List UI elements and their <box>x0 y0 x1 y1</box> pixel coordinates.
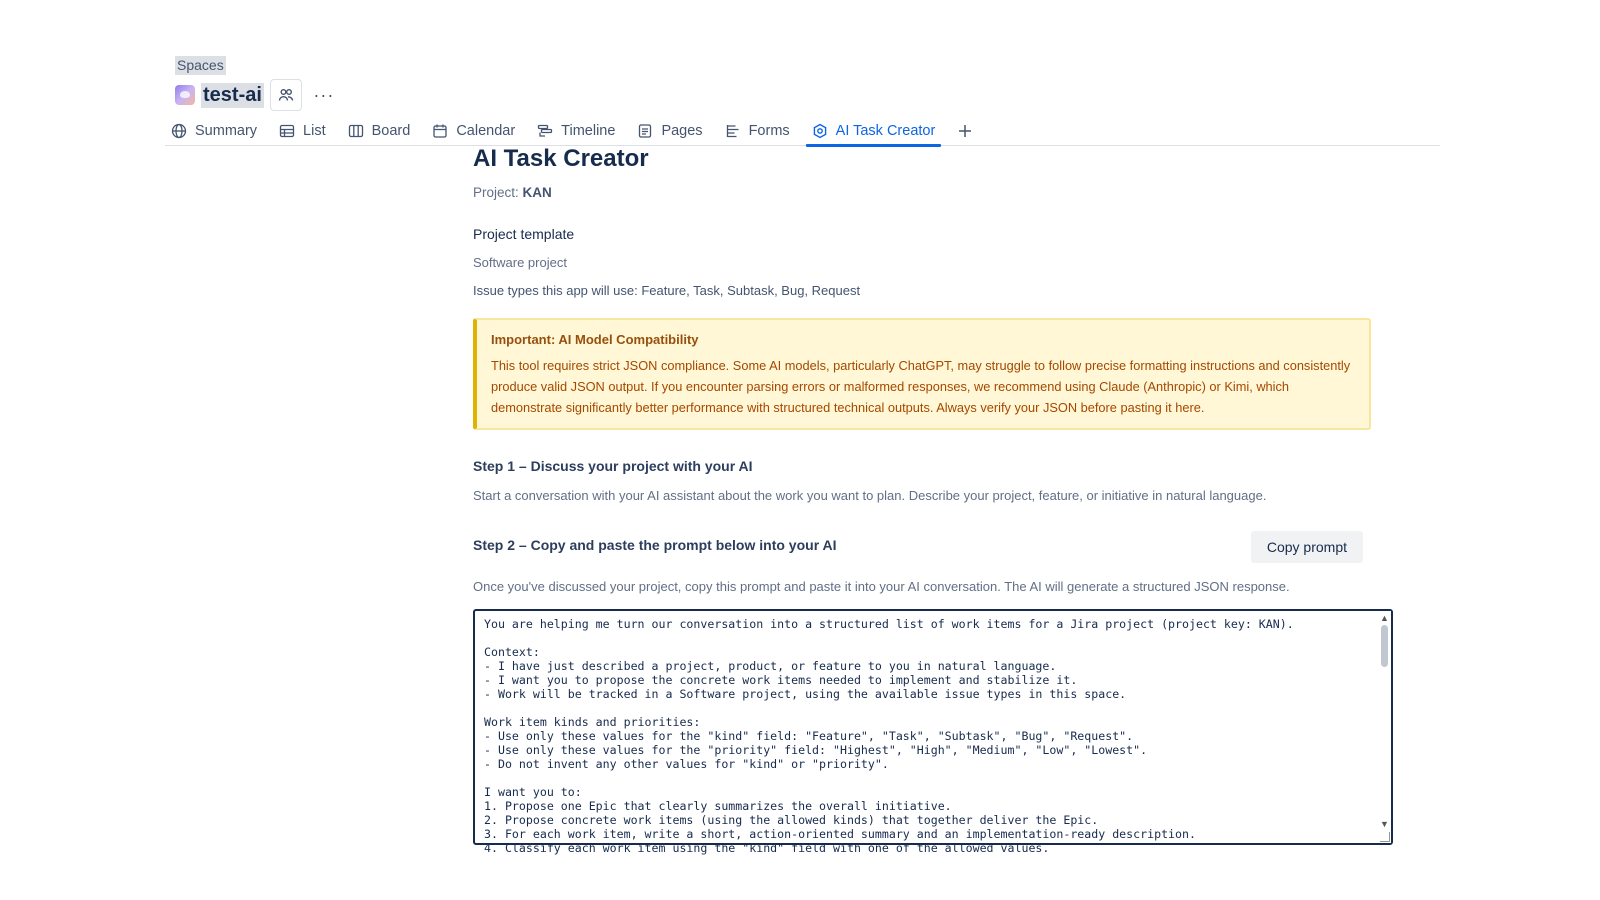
scroll-down-icon[interactable]: ▼ <box>1380 819 1389 829</box>
tab-label: Timeline <box>561 123 616 139</box>
timeline-icon <box>537 123 553 139</box>
space-avatar <box>175 85 195 105</box>
tab-label: Board <box>371 123 411 139</box>
compatibility-warning <box>473 318 1371 430</box>
more-actions-button[interactable] <box>308 79 340 111</box>
tab-label: Calendar <box>456 123 516 139</box>
list-icon <box>279 123 295 139</box>
project-line <box>473 185 1393 200</box>
tab-label: List <box>303 123 326 139</box>
step1-title: Step 1 – Discuss your project with your AI <box>473 458 753 474</box>
step2-title: Step 2 – Copy and paste the prompt below into your AI <box>473 537 837 553</box>
page-title: AI Task Creator <box>473 145 649 172</box>
step1-desc: Start a conversation with your AI assistant about the work you want to plan. Describe your project, feature, or initiative in natural language. <box>473 488 1267 503</box>
tab-summary[interactable] <box>165 116 263 146</box>
prompt-textarea[interactable] <box>473 609 1393 855</box>
warning-title: Important: AI Model Compatibility <box>491 332 699 347</box>
more-icon: ··· <box>313 84 335 105</box>
prompt-text[interactable]: You are helping me turn our conversation into a structured list of work items for a Jira project (project key: KAN). Context: - I have just described a project, product, or feature to you in natural language. - I want you to propose the concrete work items needed to implement and stabilize it. - Work will be tracked in a Software project, using the available issue types in this space. Work item kinds and priorities: - Use only these values for the "kind" field: "Feature", "Task", "Subtask", "Bug", "Request". - Use only these values for the "priority" field: "Highest", "High", "Medium", "Low", "Lowest". - Do not invent any other values for "kind" or "priority". I want you to: 1. Propose one Epic that clearly summarizes the overall initiative. 2. Propose concrete work items (using the allowed kinds) that together deliver the Epic. 3. For each work item, write a short, action-oriented summary and an implementation-ready description. 4. Classify each work item using the "kind" field with one of the allowed values. <box>484 617 1294 855</box>
step2-desc: Once you've discussed your project, copy this prompt and paste it into your AI conversation. The AI will generate a structured JSON response. <box>473 579 1290 594</box>
copy-prompt-button[interactable]: Copy prompt <box>1251 531 1363 563</box>
template-heading: Project template <box>473 226 575 242</box>
scroll-up-icon[interactable]: ▲ <box>1380 613 1389 623</box>
app-icon <box>812 123 828 139</box>
tab-list[interactable] <box>273 116 332 146</box>
space-name[interactable]: test-ai <box>203 83 262 106</box>
scroll-thumb[interactable] <box>1381 625 1388 667</box>
calendar-icon <box>432 123 448 139</box>
tab-label: Pages <box>661 123 703 139</box>
main-content <box>473 140 1393 855</box>
tab-label: AI Task Creator <box>835 123 936 139</box>
pages-icon <box>637 123 653 139</box>
board-icon <box>348 123 364 139</box>
project-label: Project: <box>473 185 519 200</box>
plus-icon <box>957 123 973 139</box>
project-key: KAN <box>522 185 552 200</box>
step2-header <box>473 537 1393 571</box>
tab-board[interactable] <box>342 116 417 146</box>
issue-types-text: Issue types this app will use: Feature, Task, Subtask, Bug, Request <box>473 283 861 298</box>
space-members-button[interactable] <box>270 79 302 111</box>
template-value: Software project <box>473 255 567 270</box>
warning-text: This tool requires strict JSON compliance. Some AI models, particularly ChatGPT, may struggle to follow precise formatting instructions and consistently produce valid JSON output. If you encounter parsing errors or malformed responses, we recommend using Claude (Anthropic) or Kimi, which demonstrate significantly better performance with structured technical outputs. Always verify your JSON before pasting it here. <box>491 358 1351 415</box>
forms-icon <box>725 123 741 139</box>
space-header <box>175 79 340 111</box>
resize-grip-icon[interactable] <box>1380 832 1390 842</box>
people-icon <box>278 87 294 103</box>
tab-label: Forms <box>748 123 790 139</box>
breadcrumb[interactable]: Spaces <box>177 57 224 73</box>
prompt-scrollbar[interactable] <box>1377 611 1391 843</box>
globe-icon <box>171 123 187 139</box>
tab-label: Summary <box>195 123 258 139</box>
